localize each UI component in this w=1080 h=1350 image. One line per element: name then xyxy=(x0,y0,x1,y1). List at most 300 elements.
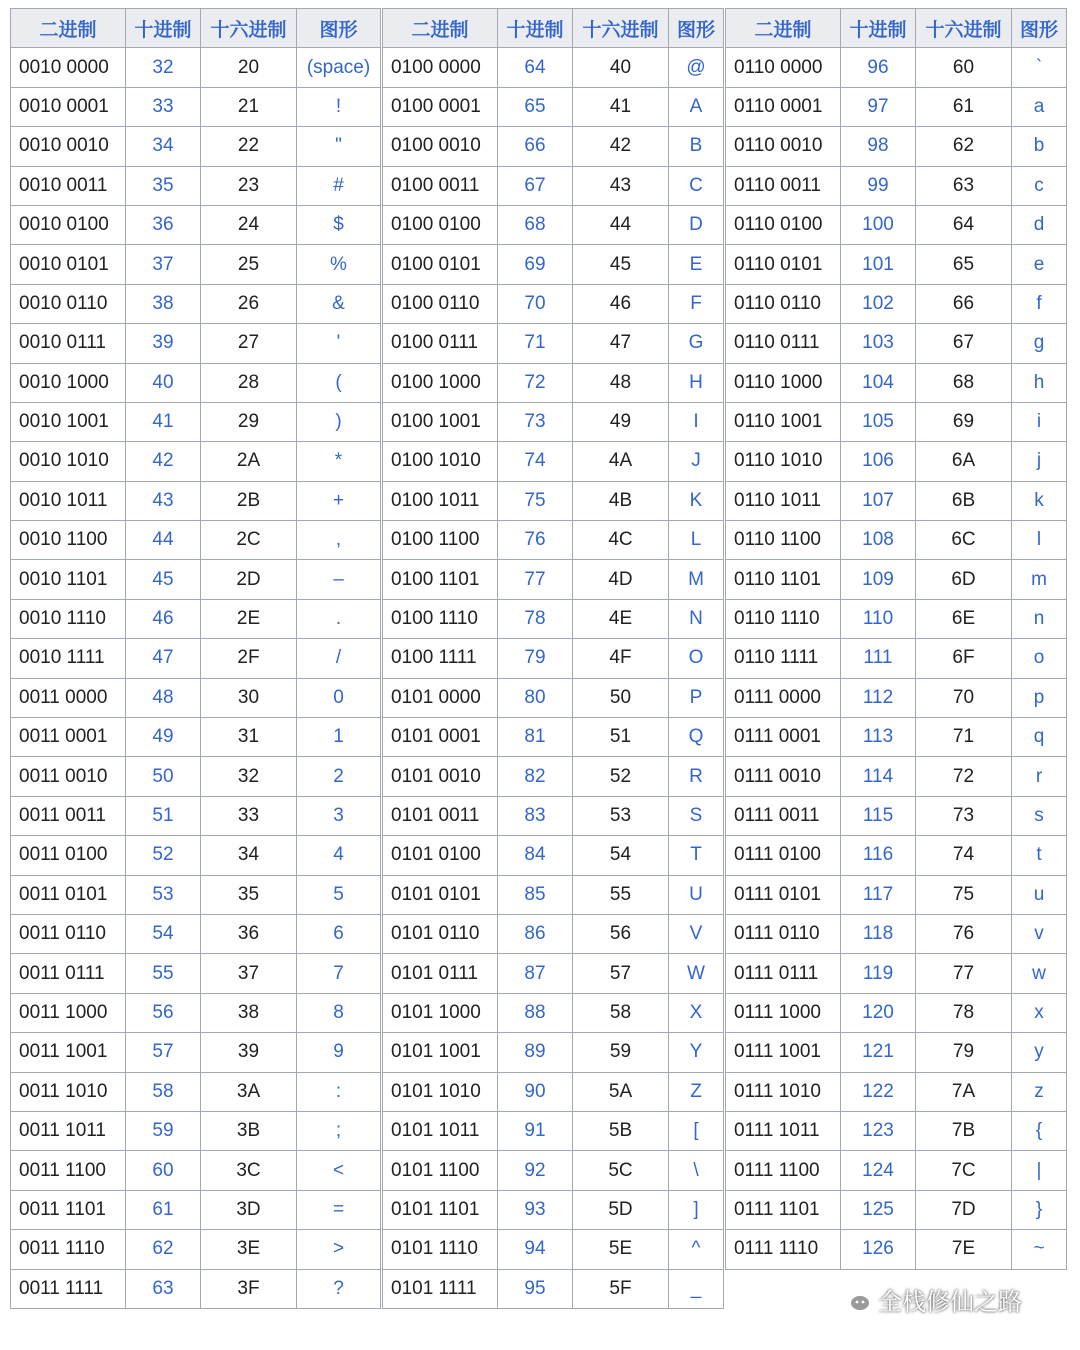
glyph-cell[interactable]: R xyxy=(669,757,724,796)
header-binary: 二进制 xyxy=(726,9,841,48)
glyph-cell[interactable]: 9 xyxy=(297,1033,381,1072)
hex-cell: 35 xyxy=(201,875,297,914)
hex-cell: 5F xyxy=(573,1269,669,1308)
decimal-cell[interactable]: 47 xyxy=(126,639,201,678)
table-row xyxy=(11,757,381,796)
glyph-cell[interactable]: Y xyxy=(669,1033,724,1072)
hex-cell: 31 xyxy=(201,718,297,757)
decimal-cell[interactable]: 109 xyxy=(841,560,916,599)
table-row xyxy=(383,48,724,87)
glyph-cell[interactable]: ; xyxy=(297,1111,381,1150)
binary-cell: 0100 1100 xyxy=(383,521,498,560)
glyph-cell[interactable]: " xyxy=(297,127,381,166)
decimal-cell[interactable]: 114 xyxy=(841,757,916,796)
glyph-cell[interactable]: P xyxy=(669,678,724,717)
table-row xyxy=(726,1033,1067,1072)
hex-cell: 3F xyxy=(201,1269,297,1308)
glyph-cell[interactable]: K xyxy=(669,481,724,520)
decimal-cell[interactable]: 125 xyxy=(841,1190,916,1229)
hex-cell: 3B xyxy=(201,1111,297,1150)
decimal-cell[interactable]: 95 xyxy=(498,1269,573,1308)
table-row xyxy=(726,284,1067,323)
glyph-cell[interactable]: Z xyxy=(669,1072,724,1111)
binary-cell: 0011 0100 xyxy=(11,836,126,875)
glyph-cell[interactable]: E xyxy=(669,245,724,284)
table-row xyxy=(726,1230,1067,1269)
decimal-cell[interactable]: 34 xyxy=(126,127,201,166)
decimal-cell[interactable]: 91 xyxy=(498,1111,573,1150)
binary-cell: 0011 0101 xyxy=(11,875,126,914)
decimal-cell[interactable]: 116 xyxy=(841,836,916,875)
glyph-cell[interactable]: $ xyxy=(297,205,381,244)
decimal-cell[interactable]: 49 xyxy=(126,718,201,757)
table-row xyxy=(11,1269,381,1308)
hex-cell: 4D xyxy=(573,560,669,599)
binary-cell: 0100 1000 xyxy=(383,363,498,402)
glyph-cell[interactable]: j xyxy=(1012,442,1067,481)
hex-cell: 6C xyxy=(916,521,1012,560)
hex-cell: 78 xyxy=(916,993,1012,1032)
decimal-cell[interactable]: 51 xyxy=(126,796,201,835)
glyph-cell[interactable]: f xyxy=(1012,284,1067,323)
decimal-cell[interactable]: 101 xyxy=(841,245,916,284)
glyph-cell[interactable]: 2 xyxy=(297,757,381,796)
hex-cell: 41 xyxy=(573,87,669,126)
decimal-cell[interactable]: 84 xyxy=(498,836,573,875)
binary-cell: 0100 0000 xyxy=(383,48,498,87)
glyph-cell[interactable]: y xyxy=(1012,1033,1067,1072)
decimal-cell[interactable]: 89 xyxy=(498,1033,573,1072)
decimal-cell[interactable]: 43 xyxy=(126,481,201,520)
table-row xyxy=(726,1190,1067,1229)
binary-cell: 0100 1110 xyxy=(383,599,498,638)
table-row xyxy=(383,1151,724,1190)
binary-cell: 0101 0011 xyxy=(383,796,498,835)
ascii-table-2 xyxy=(382,8,724,1309)
glyph-cell[interactable]: 6 xyxy=(297,914,381,953)
ascii-tables xyxy=(10,8,1067,1309)
hex-cell: 76 xyxy=(916,914,1012,953)
decimal-cell[interactable]: 74 xyxy=(498,442,573,481)
glyph-cell[interactable]: % xyxy=(297,245,381,284)
binary-cell: 0111 0101 xyxy=(726,875,841,914)
glyph-cell[interactable]: q xyxy=(1012,718,1067,757)
decimal-cell[interactable]: 44 xyxy=(126,521,201,560)
glyph-cell[interactable]: B xyxy=(669,127,724,166)
table-row xyxy=(726,363,1067,402)
glyph-cell[interactable]: D xyxy=(669,205,724,244)
table-row xyxy=(383,796,724,835)
decimal-cell[interactable]: 124 xyxy=(841,1151,916,1190)
decimal-cell[interactable]: 98 xyxy=(841,127,916,166)
table-row xyxy=(11,481,381,520)
decimal-cell[interactable]: 72 xyxy=(498,363,573,402)
binary-cell: 0111 0001 xyxy=(726,718,841,757)
table-row xyxy=(11,560,381,599)
decimal-cell[interactable]: 108 xyxy=(841,521,916,560)
binary-cell: 0111 0111 xyxy=(726,954,841,993)
hex-cell: 64 xyxy=(916,205,1012,244)
decimal-cell[interactable]: 48 xyxy=(126,678,201,717)
hex-cell: 65 xyxy=(916,245,1012,284)
glyph-cell[interactable]: ! xyxy=(297,87,381,126)
decimal-cell[interactable]: 53 xyxy=(126,875,201,914)
hex-cell: 77 xyxy=(916,954,1012,993)
decimal-cell[interactable]: 73 xyxy=(498,402,573,441)
glyph-cell[interactable]: H xyxy=(669,363,724,402)
decimal-cell[interactable]: 118 xyxy=(841,914,916,953)
table-row xyxy=(383,127,724,166)
decimal-cell[interactable]: 63 xyxy=(126,1269,201,1308)
binary-cell: 0010 0111 xyxy=(11,324,126,363)
decimal-cell[interactable]: 76 xyxy=(498,521,573,560)
binary-cell: 0100 0011 xyxy=(383,166,498,205)
hex-cell: 7B xyxy=(916,1111,1012,1150)
glyph-cell[interactable]: i xyxy=(1012,402,1067,441)
decimal-cell[interactable]: 67 xyxy=(498,166,573,205)
glyph-cell[interactable]: U xyxy=(669,875,724,914)
decimal-cell[interactable]: 119 xyxy=(841,954,916,993)
hex-cell: 5E xyxy=(573,1230,669,1269)
hex-cell: 54 xyxy=(573,836,669,875)
glyph-cell[interactable]: = xyxy=(297,1190,381,1229)
glyph-cell[interactable]: u xyxy=(1012,875,1067,914)
glyph-cell[interactable]: ~ xyxy=(1012,1230,1067,1269)
hex-cell: 61 xyxy=(916,87,1012,126)
decimal-cell[interactable]: 106 xyxy=(841,442,916,481)
glyph-cell[interactable]: 7 xyxy=(297,954,381,993)
glyph-cell[interactable]: o xyxy=(1012,639,1067,678)
table-row xyxy=(383,875,724,914)
glyph-cell[interactable]: a xyxy=(1012,87,1067,126)
decimal-cell[interactable]: 83 xyxy=(498,796,573,835)
hex-cell: 6E xyxy=(916,599,1012,638)
binary-cell: 0110 1101 xyxy=(726,560,841,599)
decimal-cell[interactable]: 117 xyxy=(841,875,916,914)
glyph-cell[interactable]: s xyxy=(1012,796,1067,835)
decimal-cell[interactable]: 100 xyxy=(841,205,916,244)
table-row xyxy=(11,166,381,205)
glyph-cell[interactable]: T xyxy=(669,836,724,875)
decimal-cell[interactable]: 32 xyxy=(126,48,201,87)
glyph-cell[interactable]: t xyxy=(1012,836,1067,875)
glyph-cell[interactable]: J xyxy=(669,442,724,481)
decimal-cell[interactable]: 46 xyxy=(126,599,201,638)
glyph-cell[interactable]: 8 xyxy=(297,993,381,1032)
glyph-cell[interactable]: # xyxy=(297,166,381,205)
table-row xyxy=(11,442,381,481)
decimal-cell[interactable]: 126 xyxy=(841,1230,916,1269)
glyph-cell[interactable]: * xyxy=(297,442,381,481)
table-row xyxy=(726,560,1067,599)
glyph-cell[interactable]: / xyxy=(297,639,381,678)
binary-cell: 0111 0110 xyxy=(726,914,841,953)
decimal-cell[interactable]: 35 xyxy=(126,166,201,205)
hex-cell: 32 xyxy=(201,757,297,796)
header-decimal: 十进制 xyxy=(841,9,916,48)
hex-cell: 62 xyxy=(916,127,1012,166)
binary-cell: 0100 0101 xyxy=(383,245,498,284)
decimal-cell[interactable]: 62 xyxy=(126,1230,201,1269)
glyph-cell[interactable]: } xyxy=(1012,1190,1067,1229)
table-row xyxy=(383,718,724,757)
decimal-cell[interactable]: 93 xyxy=(498,1190,573,1229)
hex-cell: 7A xyxy=(916,1072,1012,1111)
binary-cell: 0110 1001 xyxy=(726,402,841,441)
glyph-cell[interactable]: 3 xyxy=(297,796,381,835)
table-row xyxy=(11,954,381,993)
decimal-cell[interactable]: 78 xyxy=(498,599,573,638)
hex-cell: 6F xyxy=(916,639,1012,678)
glyph-cell[interactable]: + xyxy=(297,481,381,520)
decimal-cell[interactable]: 113 xyxy=(841,718,916,757)
binary-cell: 0010 0001 xyxy=(11,87,126,126)
hex-cell: 37 xyxy=(201,954,297,993)
decimal-cell[interactable]: 85 xyxy=(498,875,573,914)
glyph-cell[interactable]: – xyxy=(297,560,381,599)
glyph-cell[interactable]: L xyxy=(669,521,724,560)
decimal-cell[interactable]: 105 xyxy=(841,402,916,441)
binary-cell: 0101 1111 xyxy=(383,1269,498,1308)
decimal-cell[interactable]: 71 xyxy=(498,324,573,363)
decimal-cell[interactable]: 115 xyxy=(841,796,916,835)
glyph-cell[interactable]: 4 xyxy=(297,836,381,875)
glyph-cell[interactable]: C xyxy=(669,166,724,205)
decimal-cell[interactable]: 64 xyxy=(498,48,573,87)
decimal-cell[interactable]: 96 xyxy=(841,48,916,87)
table-row xyxy=(383,245,724,284)
decimal-cell[interactable]: 102 xyxy=(841,284,916,323)
glyph-cell[interactable]: M xyxy=(669,560,724,599)
decimal-cell[interactable]: 68 xyxy=(498,205,573,244)
hex-cell: 7E xyxy=(916,1230,1012,1269)
glyph-cell[interactable]: W xyxy=(669,954,724,993)
glyph-cell[interactable]: V xyxy=(669,914,724,953)
hex-cell: 26 xyxy=(201,284,297,323)
binary-cell: 0100 0111 xyxy=(383,324,498,363)
glyph-cell[interactable]: h xyxy=(1012,363,1067,402)
decimal-cell[interactable]: 52 xyxy=(126,836,201,875)
glyph-cell[interactable]: m xyxy=(1012,560,1067,599)
decimal-cell[interactable]: 40 xyxy=(126,363,201,402)
table-row xyxy=(726,127,1067,166)
glyph-cell[interactable]: . xyxy=(297,599,381,638)
glyph-cell[interactable]: { xyxy=(1012,1111,1067,1150)
glyph-cell[interactable]: ] xyxy=(669,1190,724,1229)
hex-cell: 68 xyxy=(916,363,1012,402)
glyph-cell[interactable]: : xyxy=(297,1072,381,1111)
table-row xyxy=(11,1151,381,1190)
header-glyph: 图形 xyxy=(1012,9,1067,48)
ascii-table-1 xyxy=(10,8,381,1309)
glyph-cell[interactable]: [ xyxy=(669,1111,724,1150)
glyph-cell[interactable]: e xyxy=(1012,245,1067,284)
binary-cell: 0010 1010 xyxy=(11,442,126,481)
decimal-cell[interactable]: 92 xyxy=(498,1151,573,1190)
glyph-cell[interactable]: F xyxy=(669,284,724,323)
hex-cell: 47 xyxy=(573,324,669,363)
hex-cell: 51 xyxy=(573,718,669,757)
decimal-cell[interactable]: 75 xyxy=(498,481,573,520)
decimal-cell[interactable]: 107 xyxy=(841,481,916,520)
decimal-cell[interactable]: 79 xyxy=(498,639,573,678)
decimal-cell[interactable]: 45 xyxy=(126,560,201,599)
glyph-cell[interactable]: b xyxy=(1012,127,1067,166)
binary-cell: 0100 1101 xyxy=(383,560,498,599)
binary-cell: 0110 1010 xyxy=(726,442,841,481)
glyph-cell[interactable]: ? xyxy=(297,1269,381,1308)
decimal-cell[interactable]: 38 xyxy=(126,284,201,323)
table-row xyxy=(383,1111,724,1150)
table-row xyxy=(726,166,1067,205)
decimal-cell[interactable]: 81 xyxy=(498,718,573,757)
header-row xyxy=(11,9,381,48)
glyph-cell[interactable]: ' xyxy=(297,324,381,363)
binary-cell: 0111 0010 xyxy=(726,757,841,796)
table-row xyxy=(726,599,1067,638)
decimal-cell[interactable]: 120 xyxy=(841,993,916,1032)
hex-cell: 3E xyxy=(201,1230,297,1269)
decimal-cell[interactable]: 39 xyxy=(126,324,201,363)
glyph-cell[interactable]: r xyxy=(1012,757,1067,796)
decimal-cell[interactable]: 87 xyxy=(498,954,573,993)
decimal-cell[interactable]: 36 xyxy=(126,205,201,244)
glyph-cell[interactable]: I xyxy=(669,402,724,441)
glyph-cell[interactable]: Q xyxy=(669,718,724,757)
glyph-cell[interactable]: @ xyxy=(669,48,724,87)
glyph-cell[interactable]: , xyxy=(297,521,381,560)
decimal-cell[interactable]: 121 xyxy=(841,1033,916,1072)
table-row xyxy=(11,1033,381,1072)
decimal-cell[interactable]: 90 xyxy=(498,1072,573,1111)
glyph-cell[interactable]: _ xyxy=(669,1269,724,1308)
glyph-cell[interactable]: 0 xyxy=(297,678,381,717)
glyph-cell[interactable]: ( xyxy=(297,363,381,402)
decimal-cell[interactable]: 88 xyxy=(498,993,573,1032)
glyph-cell[interactable]: \ xyxy=(669,1151,724,1190)
decimal-cell[interactable]: 123 xyxy=(841,1111,916,1150)
watermark-text: 全栈修仙之路 xyxy=(878,1288,1022,1316)
glyph-cell[interactable]: c xyxy=(1012,166,1067,205)
decimal-cell[interactable]: 80 xyxy=(498,678,573,717)
binary-cell: 0110 0011 xyxy=(726,166,841,205)
table-row xyxy=(11,521,381,560)
decimal-cell[interactable]: 42 xyxy=(126,442,201,481)
decimal-cell[interactable]: 61 xyxy=(126,1190,201,1229)
binary-cell: 0010 1100 xyxy=(11,521,126,560)
glyph-cell[interactable]: ` xyxy=(1012,48,1067,87)
table-row xyxy=(11,836,381,875)
binary-cell: 0011 1100 xyxy=(11,1151,126,1190)
glyph-cell[interactable]: 1 xyxy=(297,718,381,757)
decimal-cell[interactable]: 103 xyxy=(841,324,916,363)
table-row xyxy=(383,87,724,126)
decimal-cell[interactable]: 86 xyxy=(498,914,573,953)
glyph-cell[interactable]: O xyxy=(669,639,724,678)
binary-cell: 0110 0000 xyxy=(726,48,841,87)
hex-cell: 4A xyxy=(573,442,669,481)
glyph-cell[interactable]: w xyxy=(1012,954,1067,993)
decimal-cell[interactable]: 104 xyxy=(841,363,916,402)
hex-cell: 2C xyxy=(201,521,297,560)
decimal-cell[interactable]: 54 xyxy=(126,914,201,953)
binary-cell: 0011 1010 xyxy=(11,1072,126,1111)
decimal-cell[interactable]: 33 xyxy=(126,87,201,126)
decimal-cell[interactable]: 82 xyxy=(498,757,573,796)
decimal-cell[interactable]: 58 xyxy=(126,1072,201,1111)
glyph-cell[interactable]: p xyxy=(1012,678,1067,717)
glyph-cell[interactable]: d xyxy=(1012,205,1067,244)
binary-cell: 0011 1110 xyxy=(11,1230,126,1269)
glyph-cell[interactable]: ) xyxy=(297,402,381,441)
hex-cell: 2B xyxy=(201,481,297,520)
decimal-cell[interactable]: 69 xyxy=(498,245,573,284)
header-binary: 二进制 xyxy=(11,9,126,48)
glyph-cell[interactable]: (space) xyxy=(297,48,381,87)
glyph-cell[interactable]: x xyxy=(1012,993,1067,1032)
table-row xyxy=(726,639,1067,678)
glyph-cell[interactable]: n xyxy=(1012,599,1067,638)
glyph-cell[interactable]: k xyxy=(1012,481,1067,520)
glyph-cell[interactable]: z xyxy=(1012,1072,1067,1111)
decimal-cell[interactable]: 122 xyxy=(841,1072,916,1111)
glyph-cell[interactable]: & xyxy=(297,284,381,323)
glyph-cell[interactable]: < xyxy=(297,1151,381,1190)
decimal-cell[interactable]: 94 xyxy=(498,1230,573,1269)
glyph-cell[interactable]: | xyxy=(1012,1151,1067,1190)
decimal-cell[interactable]: 59 xyxy=(126,1111,201,1150)
header-row xyxy=(383,9,724,48)
decimal-cell[interactable]: 50 xyxy=(126,757,201,796)
decimal-cell[interactable]: 60 xyxy=(126,1151,201,1190)
glyph-cell[interactable]: N xyxy=(669,599,724,638)
table-row xyxy=(726,205,1067,244)
decimal-cell[interactable]: 97 xyxy=(841,87,916,126)
header-glyph: 图形 xyxy=(297,9,381,48)
glyph-cell[interactable]: X xyxy=(669,993,724,1032)
glyph-cell[interactable]: G xyxy=(669,324,724,363)
table-row xyxy=(726,836,1067,875)
glyph-cell[interactable]: l xyxy=(1012,521,1067,560)
decimal-cell[interactable]: 110 xyxy=(841,599,916,638)
glyph-cell[interactable]: A xyxy=(669,87,724,126)
decimal-cell[interactable]: 57 xyxy=(126,1033,201,1072)
decimal-cell[interactable]: 99 xyxy=(841,166,916,205)
binary-cell: 0010 0011 xyxy=(11,166,126,205)
hex-cell: 4C xyxy=(573,521,669,560)
decimal-cell[interactable]: 41 xyxy=(126,402,201,441)
glyph-cell[interactable]: v xyxy=(1012,914,1067,953)
decimal-cell[interactable]: 37 xyxy=(126,245,201,284)
binary-cell: 0110 1100 xyxy=(726,521,841,560)
glyph-cell[interactable]: > xyxy=(297,1230,381,1269)
glyph-cell[interactable]: S xyxy=(669,796,724,835)
decimal-cell[interactable]: 65 xyxy=(498,87,573,126)
decimal-cell[interactable]: 111 xyxy=(841,639,916,678)
decimal-cell[interactable]: 112 xyxy=(841,678,916,717)
decimal-cell[interactable]: 70 xyxy=(498,284,573,323)
decimal-cell[interactable]: 55 xyxy=(126,954,201,993)
glyph-cell[interactable]: ^ xyxy=(669,1230,724,1269)
table-row xyxy=(11,639,381,678)
glyph-cell[interactable]: 5 xyxy=(297,875,381,914)
glyph-cell[interactable]: g xyxy=(1012,324,1067,363)
decimal-cell[interactable]: 66 xyxy=(498,127,573,166)
decimal-cell[interactable]: 56 xyxy=(126,993,201,1032)
binary-cell: 0100 0010 xyxy=(383,127,498,166)
decimal-cell[interactable]: 77 xyxy=(498,560,573,599)
hex-cell: 28 xyxy=(201,363,297,402)
